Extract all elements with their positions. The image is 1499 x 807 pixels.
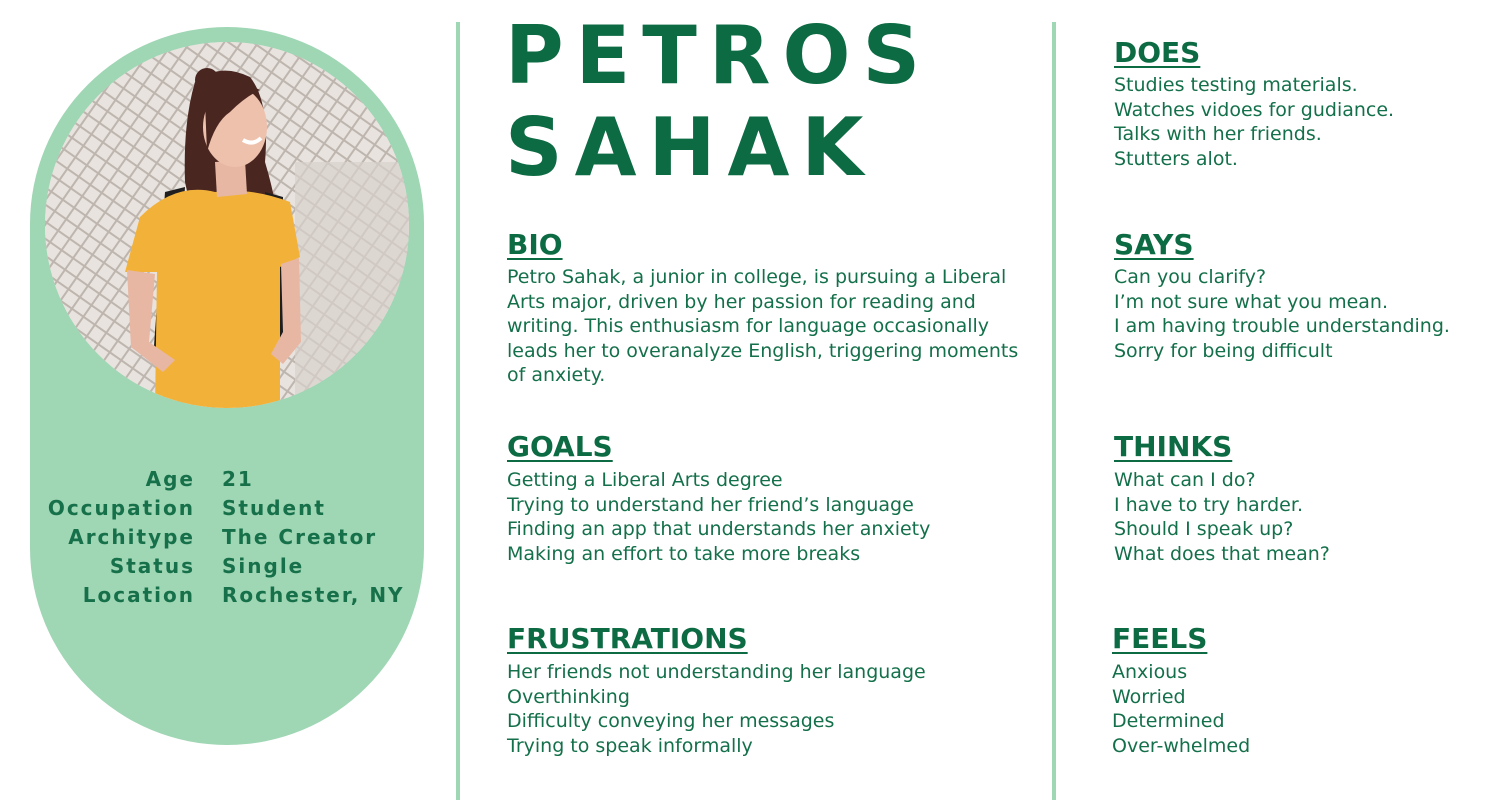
fact-location: [40, 583, 420, 612]
says-item: I’m not sure what you mean.: [1114, 290, 1388, 313]
thinks-list: [1114, 468, 1330, 566]
goal-item: Trying to understand her friend’s language: [507, 493, 914, 516]
frustrations-title: FRUSTRATIONS: [507, 622, 748, 655]
bio-text: Petro Sahak, a junior in college, is pursuing a Liberal Arts major, driven by her passion for reading and writing. This enthusiasm for language occasionally leads her to overanalyze English, triggering moments of anxiety.: [507, 266, 1019, 387]
does-item: Stutters alot.: [1114, 147, 1238, 170]
frustration-item: Difficulty conveying her messages: [507, 710, 835, 733]
feels-item: Determined: [1112, 710, 1225, 733]
fact-value: The Creator: [222, 525, 378, 549]
goals-title: GOALS: [507, 430, 613, 463]
fact-value: Rochester, NY: [222, 583, 405, 607]
does-item: Talks with her friends.: [1114, 123, 1322, 146]
goal-item: Making an effort to take more breaks: [507, 542, 861, 565]
divider-right: [1052, 22, 1056, 800]
bio-title: BIO: [507, 228, 563, 261]
does-item: Watches vidoes for gudiance.: [1114, 98, 1395, 121]
frustration-item: Overthinking: [507, 685, 630, 708]
frustration-item: Trying to speak informally: [507, 734, 753, 757]
goals-list: [507, 468, 930, 566]
feels-item: Anxious: [1112, 661, 1188, 683]
does-title: DOES: [1114, 36, 1201, 69]
fact-occupation: [40, 496, 420, 525]
goal-item: Finding an app that understands her anxiety: [507, 518, 931, 541]
fact-value: Single: [222, 554, 305, 578]
feels-item: Over-whelmed: [1112, 734, 1251, 757]
says-item: Sorry for being difficult: [1114, 339, 1333, 362]
fact-label: Status: [109, 554, 195, 578]
does-item: Studies testing materials.: [1114, 74, 1358, 96]
fact-label: Age: [145, 467, 195, 491]
persona-name: [505, 10, 932, 194]
persona-photo: [45, 42, 409, 408]
persona-facts: [40, 467, 420, 612]
goal-item: Getting a Liberal Arts degree: [507, 469, 783, 491]
fact-value: Student: [222, 496, 326, 520]
persona-illustration: [45, 42, 409, 408]
frustrations-list: [507, 660, 926, 758]
feels-item: Worried: [1112, 685, 1186, 708]
says-item: Can you clarify?: [1114, 266, 1267, 288]
thinks-item: Should I speak up?: [1114, 518, 1294, 541]
persona-last-name: SAHAK: [505, 101, 876, 194]
fact-age: [40, 467, 420, 496]
divider-left: [456, 22, 460, 800]
thinks-item: What does that mean?: [1114, 542, 1330, 565]
thinks-title: THINKS: [1114, 430, 1233, 463]
thinks-item: What can I do?: [1114, 469, 1256, 491]
fact-status: [40, 554, 420, 583]
fact-label: Occupation: [47, 496, 195, 520]
fact-value: 21: [222, 467, 254, 491]
says-list: [1114, 265, 1450, 363]
does-list: [1114, 73, 1394, 171]
thinks-item: I have to try harder.: [1114, 493, 1303, 516]
feels-title: FEELS: [1112, 622, 1208, 655]
says-title: SAYS: [1114, 228, 1194, 261]
fact-label: Location: [82, 583, 195, 607]
persona-first-name: PETROS: [505, 9, 933, 102]
says-item: I am having trouble understanding.: [1114, 315, 1450, 338]
feels-list: [1112, 660, 1250, 758]
frustration-item: Her friends not understanding her language: [507, 661, 926, 683]
fact-label: Architype: [68, 525, 195, 549]
fact-architype: [40, 525, 420, 554]
